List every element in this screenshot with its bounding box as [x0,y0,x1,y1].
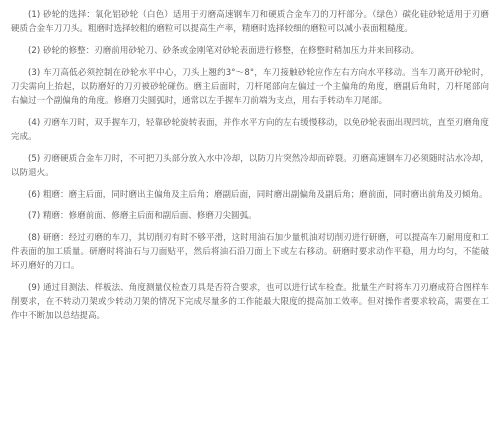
paragraph-fine-grinding: (7) 精磨：修磨前面、修磨主后面和副后面、修磨刀尖圆弧。 [28,211,257,222]
paragraph-wheel-dressing: (2) 砂轮的修整：刃磨前用砂轮刀、砂条或金刚笔对砂轮表面进行修整，在修整时稍加压力并来回移动。 [28,45,420,56]
paragraph-hand-grinding-motion: (4) 刃磨车刀时，双手握车刀，轻靠砂轮旋转表面，并作水平方向的左右缓慢移动，以免砂轮表面出现凹坑，直至刃磨角度完成。 [11,117,489,142]
paragraph-inspection: (9) 通过目测法、样板法、角度测量仪检查刀具是否符合要求，也可以进行试车检查。批量生产时将车刀刃磨成符合图样车削要求，在不转动刀架或少转动刀架的情况下完成尽量多的工作能最大限度的提高加工效率。但对操作者要求较高，需要在工作中不断加以总结提高。 [11,283,489,322]
paragraph-rough-grinding: (6) 粗磨：磨主后面，同时磨出主偏角及主后角；磨副后面，同时磨出副偏角及副后角；磨前面，同时磨出前角及刃倾角。 [28,189,488,200]
paragraph-cooling: (5) 刃磨硬质合金车刀时，不可把刀头部分放入水中冷却，以防刀片突然冷却而碎裂。刃磨高速钢车刀必须随时沾水冷却，以防退火。 [11,153,489,178]
paragraph-tool-height-position: (3) 车刀高低必须控制在砂轮水平中心，刀头上翘约3°～8°，车刀接触砂轮应作左右方向水平移动。当车刀离开砂轮时，刀尖需向上抬起，以防磨好的刀刃被砂轮碰伤。磨主后面时，刀杆尾部向左偏过一个主偏角的角度，磨副后角时，刀杆尾部向右偏过一个副偏角的角度。修磨刀尖圆弧时，通常以左手握车刀前端为支点，用右手转动车刀尾部。 [11,67,489,107]
paragraph-grinding-wheel-selection: (1) 砂轮的选择：氧化铝砂轮（白色）适用于刃磨高速钢车刀和硬质合金车刀的刀杆部分。（绿色）碳化硅砂轮适用于刃磨硬质合金车刀刀头。粗磨时选择较粗的磨粒可以提高生产率，精磨时选择较细的磨粒可以减小表面粗糙度。 [11,10,489,35]
paragraph-honing: (8) 研磨：经过刃磨的车刀，其切削刃有时不够平滑，这时用油石加少量机油对切削刃进行研磨，可以提高车刀耐用度和工件表面的加工质量。研磨时将油石与刀面贴平，然后将油石沿刀面上下或左右移动。研磨时要求动作平稳，用力均匀，不能破坏刃磨好的刀口。 [11,232,489,272]
